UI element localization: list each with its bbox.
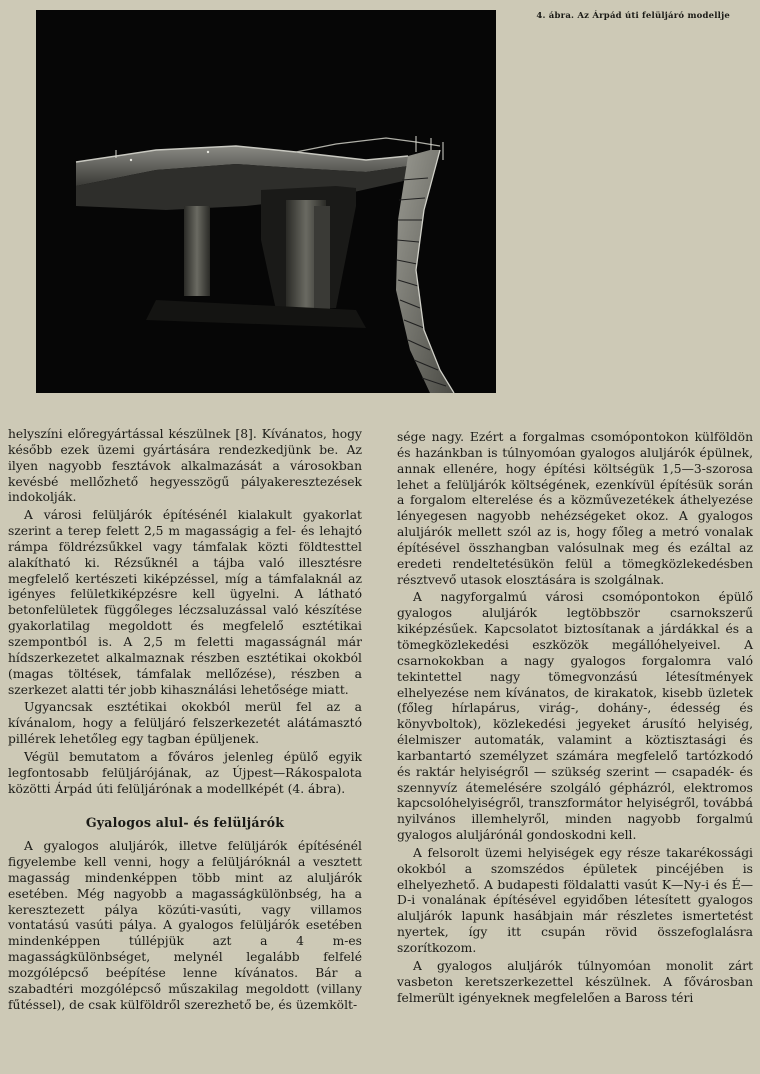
paragraph: A gyalogos aluljárók túlnyomóan monolit zárt vasbeton keretszerkezettel készülnek. A fővárosban felmerült igényeknek megfelelően a Baross téri <box>397 958 753 1005</box>
paragraph: A városi felüljárók építésénél kialakult gyakorlat szerint a terep felett 2,5 m magasságig a fel- és lehajtó rámpa földrézsűkkel vagy támfalak közti földtesttel alakítható ki. Rézsűknél a tájba való illesztésre megfelelő kertészeti kiképzéssel, míg a támfalaknál az igényes felületkiképzésre kell ügyelni. A látható betonfelületek függőleges léczsaluzással való készítése gyakorlatilag megoldott és megfelelő esztétikai szempontból is. A 2,5 m feletti magasságnál már hídszerkezetet alkalmaznak részben esztétikai okokból (magas töltések, támfalak mellőzése), részben a szerkezet alatti tér jobb kihasználási lehetősége miatt. <box>8 508 362 697</box>
bridge-model-photo <box>36 10 496 393</box>
right-column <box>397 430 753 1006</box>
figure-caption: 4. ábra. Az Árpád úti felüljáró modellje <box>536 11 730 21</box>
paragraph: Végül bemutatom a főváros jelenleg épülő egyik legfontosabb felüljárójának, az Újpest—Rákospalota közötti Árpád úti felüljárónak a modellképét (4. ábra). <box>8 749 362 796</box>
paragraph: A nagyforgalmú városi csomópontokon épülő gyalogos aluljárók legtöbbször csarnokszerű kiképzésűek. Kapcsolatot biztosítanak a járdákkal és a tömegközlekedési eszközök megállóhelyeivel. A csarnokokban a nagy gyalogos forgalomra való tekintettel nagy tömegvonzású létesítmények elhelyezése nem kívánatos, de kirakatok, kisebb üzletek (főleg hírlapárus, virág-, dohány-, édesség és könyvboltok), közlekedési jegyeket árusító helyiség, élelmiszer automaták, valamint a köztisztasági és karbantartó személyzet számára megfelelő tartózkodó és raktár helyiségről — szükség szerint — csapadék- és szennyvíz átemelésére szolgáló gépházról, elektromos kapcsolóhelyiségről, transzformátor helyiségről, továbbá nyilvános illemhelyről, minden nagyobb forgalmú gyalogos aluljárónál gondoskodni kell. <box>397 590 753 843</box>
section-heading: Gyalogos alul- és felüljárók <box>85 815 285 831</box>
paragraph: helyszíni előregyártással készülnek [8]. Kívánatos, hogy később ezek üzemi gyártására rendezkedjünk be. Az ilyen nagyobb fesztávok alkalmazását a városokban kevésbé mellőzhető hegyesszögű pályakeresztezések indokolják. <box>8 427 362 505</box>
paragraph: Ugyancsak esztétikai okokból merül fel az a kívánalom, hogy a felüljáró felszerkezetét alátámasztó pillérek lehetőleg egy tagban épüljenek. <box>8 700 362 747</box>
paragraph: A felsorolt üzemi helyiségek egy része takarékossági okokból a szomszédos épületek pincéjében is elhelyezhető. A budapesti földalatti vasút K—Ny-i és É—D-i vonalának építésével egyidőben létesített gyalogos aluljárók lapunk hasábjain már részletes ismertetést nyertek, így itt csupán rövid összefoglalásra szorítkozom. <box>397 845 753 955</box>
bridge-model-drawing <box>36 10 496 393</box>
paragraph: A gyalogos aluljárók, illetve felüljárók építésénél figyelembe kell venni, hogy a felüljáróknál a vesztett magasság mindenképpen több mint az aluljárók esetében. Még nagyobb a magasságkülönbség, ha a keresztezett pálya közúti-vasúti, vagy villamos vontatású vasúti pálya. A gyalogos felüljárók esetében mindenképpen túllépjük azt a 4 m-es magasságkülönbséget, melynél legalább felfelé mozgólépcső beépítése lenne kívánatos. Bár a szabadtéri mozgólépcső műszakilag megoldott (villany fűtéssel), de csak külföldről szerezhető be, és üzemkölt- <box>8 839 362 1012</box>
left-column <box>8 427 362 1014</box>
paragraph: sége nagy. Ezért a forgalmas csomópontokon külföldön és hazánkban is túlnyomóan gyalogos aluljárók épülnek, annak ellenére, hogy építési költségük 1,5—3-szorosa lehet a felüljárók költségének, ezenkívül építésük során a forgalom elterelése és a közművezetékek áthelyezése lényegesen nagyobb nehézségeket okoz. A gyalogos aluljárók mellett szól az is, hogy főleg a metró vonalak építésével összhangban valósulnak meg és ezáltal az eredeti rendeltetésükön felül a tömegközlekedésben résztvevő utasok elosztására is szolgálnak. <box>397 430 753 587</box>
